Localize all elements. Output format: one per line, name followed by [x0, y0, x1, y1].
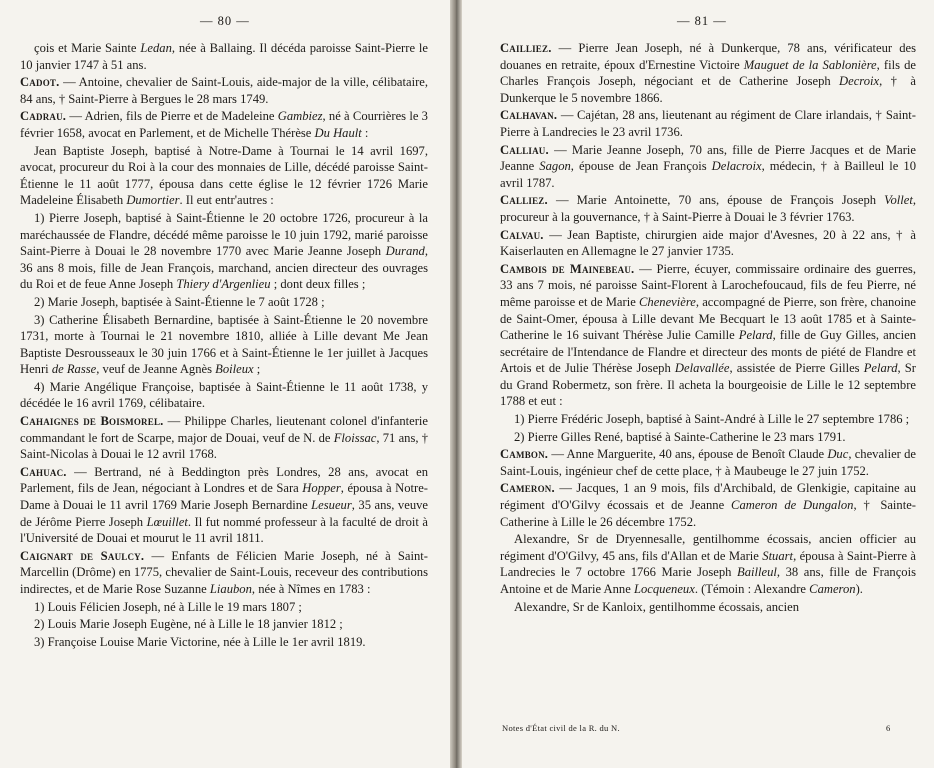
entry-text: , 38 ans, fille de François Antoine et de Marie Anne: [500, 565, 916, 596]
italic-name: Vollet: [884, 193, 913, 208]
entry-paragraph: [20, 413, 428, 463]
entry-text: — Adrien, fils de Pierre et de Madeleine: [66, 109, 278, 124]
entry-text: , médecin, † à Bailleul le 10 avril 1787.: [500, 159, 916, 190]
entry-paragraph: [500, 192, 916, 225]
italic-name: Bailleul: [737, 565, 777, 580]
entry-paragraph: [20, 294, 428, 311]
entry-paragraph: [20, 616, 428, 633]
italic-name: Sagon: [539, 159, 571, 174]
italic-name: Pelard: [738, 328, 773, 343]
entry-paragraph: [500, 227, 916, 260]
entry-paragraph: [20, 634, 428, 651]
entry-text: Jean Baptiste Joseph, baptisé à Notre-Dame à Tournai le 14 avril 1697, avocat, procureur du Roi à la cour des monnaies de Lille, décédé paroisse Saint-Étienne le 11 août 1777, épousa dans cette église le 12 février 1726 Marie Madeleine Élisabeth: [20, 143, 428, 208]
entry-surname: Cameron.: [500, 481, 555, 496]
entry-paragraph: [20, 599, 428, 616]
entry-text: 3) Catherine Élisabeth Bernardine, baptisée à Saint-Étienne le 20 novembre 1731, morte à Tournai le 21 novembre 1810, alliée à Lille devant Me Jean Baptiste Desrousseaux le 30 juin 1766 et à Saint-Étienne le 1er juillet à Jacques Henri: [20, 312, 428, 377]
entry-surname: Cambon.: [500, 447, 549, 462]
entry-text: , 71 ans, † Saint-Nicolas à Douai le 12 avril 1768.: [20, 430, 429, 462]
entry-text: — Marie Jeanne Joseph, 70 ans, fille de Pierre Jacques et de Marie Jeanne: [500, 142, 916, 174]
italic-name: Lœuillet: [146, 514, 188, 529]
italic-name: Thiery d'Argenlieu: [176, 277, 271, 292]
entry-text: , chevalier de Saint-Louis, ingénieur chef de cette place, † à Maubeuge le 27 juin 1752.: [500, 447, 916, 478]
entry-surname: Cadrau.: [20, 109, 67, 124]
entry-paragraph: [500, 142, 916, 192]
entry-text: 1) Louis Félicien Joseph, né à Lille le 19 mars 1807 ;: [34, 599, 302, 614]
entry-text: 2) Pierre Gilles René, baptisé à Sainte-Catherine le 23 mars 1791.: [514, 429, 846, 444]
italic-name: Stuart: [762, 548, 794, 563]
italic-name: Delavallée: [674, 361, 730, 376]
entry-text: , fille de Guy Gilles, ancien secrétaire de l'Intendance de Flandre et directeur des monts de piété de Flandre et Artois et de Julie Thérèse Joseph: [500, 328, 917, 376]
entry-text: 2) Marie Joseph, baptisée à Saint-Étienne le 7 août 1728 ;: [34, 294, 325, 309]
entry-paragraph: [20, 548, 428, 598]
entry-text: . Il eut entr'autres :: [179, 193, 274, 208]
entry-text: , † à Dunkerque le 5 novembre 1866.: [500, 74, 916, 105]
entry-text: , épousa à Notre-Dame à Douai le 11 avril 1769 Marie Joseph Bernardine: [20, 481, 428, 513]
entry-paragraph: [500, 429, 916, 446]
entry-text: . (Témoin : Alexandre: [694, 582, 810, 596]
left-page-text: [20, 40, 428, 651]
entry-text: 1) Pierre Frédéric Joseph, baptisé à Saint-André à Lille le 27 septembre 1786 ;: [514, 412, 910, 427]
entry-paragraph: [20, 464, 428, 547]
entry-text: — Enfants de Félicien Marie Joseph, né à Saint-Marcellin (Drôme) en 1775, chevalier de Saint-Louis, receveur des contributions indirectes, et de Marie Rose Suzanne: [20, 548, 428, 596]
entry-paragraph: [500, 411, 916, 428]
right-page-text: [500, 40, 916, 616]
entry-paragraph: [500, 40, 916, 106]
entry-text: , accompagné de Pierre, son frère, chanoine de Saint-Omer, épousa à Lille devant Me Becquart le 13 août 1785 et à Sainte-Catherine le 16 suivant Thérèse Julie Camille: [500, 294, 917, 343]
entry-text: — Cajétan, 28 ans, lieutenant au régiment de Clare irlandais, † Saint-Pierre à Landrecies le 23 avril 1736.: [500, 108, 916, 139]
italic-name: Cameron de Dungalon: [731, 498, 854, 513]
entry-text: — Bertrand, né à Beddington près Londres, 28 ans, avocat en Parlement, fils de Jean, négociant à Londres et de Sara: [20, 464, 428, 496]
book-gutter: [450, 0, 462, 768]
italic-name: Boileux: [215, 362, 254, 377]
entry-text: — Jacques, 1 an 9 mois, fils d'Archibald, de Glenkigie, capitaine au régiment d'O'Gilvy écossais et de Jeanne: [500, 481, 916, 513]
entry-paragraph: [20, 40, 428, 73]
entry-text: 2) Louis Marie Joseph Eugène, né à Lille le 18 janvier 1812 ;: [34, 617, 343, 632]
italic-name: Chenevière: [639, 294, 696, 309]
entry-surname: Calhavan.: [500, 108, 558, 123]
entry-text: ; dont deux filles ;: [270, 277, 366, 292]
entry-text: . Il fut nommé professeur à la faculté de droit à l'Université de Douai et mourut le 11 avril 1811.: [20, 514, 428, 546]
entry-text: — Jean Baptiste, chirurgien aide major d'Avesnes, 20 à 22 ans, † à Kaiserlauten en Allemagne le 27 janvier 1735.: [500, 227, 916, 259]
italic-name: Liaubon: [209, 582, 252, 596]
entry-text: , 35 ans, veuve de Jérôme Pierre Joseph: [20, 498, 428, 529]
italic-name: Durand: [385, 244, 425, 259]
italic-name: Hopper: [302, 481, 341, 496]
entry-text: , procureur à la gouvernance, † à Saint-Pierre à Douai le 3 février 1763.: [500, 193, 916, 224]
entry-surname: Cahuac.: [20, 464, 67, 479]
right-page: [462, 0, 934, 768]
entry-text: — Philippe Charles, lieutenant colonel d'infanterie commandant le fort de Scarpe, major de Douai, veuf de N. de: [20, 414, 428, 445]
left-page: [0, 0, 450, 768]
entry-paragraph: [500, 107, 916, 140]
italic-name: Decroix: [839, 74, 880, 89]
entry-text: 1) Pierre Joseph, baptisé à Saint-Étienne le 20 octobre 1726, procureur à la maréchaussée de Flandre, décédé même paroisse le 10 juin 1792, marié paroisse Saint-Pierre à Douai le 28 novembre 1770 avec Marie Jeanne Joseph: [20, 210, 428, 259]
italic-name: Delacroix: [711, 159, 762, 174]
entry-paragraph: [20, 143, 428, 209]
entry-text: — Antoine, chevalier de Saint-Louis, aide-major de la ville, célibataire, 84 ans, † Saint-Pierre à Bergues le 28 mars 1749.: [20, 75, 428, 106]
italic-name: Floissac: [333, 430, 377, 445]
footer-note: Notes d'État civil de la R. du N.: [502, 723, 620, 733]
entry-text: Alexandre, Sr de Kanloix, gentilhomme écossais, ancien: [514, 599, 800, 614]
entry-text: — Marie Antoinette, 70 ans, épouse de François Joseph: [547, 193, 885, 208]
entry-text: — Anne Marguerite, 40 ans, épouse de Benoît Claude: [548, 447, 828, 462]
entry-text: , épouse de Jean François: [570, 159, 712, 174]
entry-surname: Calvau.: [500, 227, 544, 242]
entry-paragraph: [500, 261, 916, 410]
entry-text: , épousa à Saint-Pierre à Landrecies le 7 octobre 1766 Marie Joseph: [500, 548, 916, 580]
italic-name: Dumortier: [126, 193, 180, 208]
entry-text: , assistée de Pierre Gilles: [729, 361, 864, 376]
entry-paragraph: [500, 446, 916, 479]
italic-name: Pelard: [863, 361, 898, 376]
entry-paragraph: [20, 210, 428, 293]
entry-text: 3) Françoise Louise Marie Victorine, née à Lille le 1er avril 1819.: [34, 634, 366, 649]
entry-text: Alexandre, Sr de Dryennesalle, gentilhomme écossais, ancien officier au régiment d'O'Gilvy, 45 ans, fils d'Allan et de Marie: [500, 532, 916, 563]
entry-text: 4) Marie Angélique Françoise, baptisée à Saint-Étienne le 11 août 1738, y décédée le 16 avril 1769, célibataire.: [20, 379, 428, 411]
italic-name: Cameron: [809, 582, 856, 596]
italic-name: Mauguet de la Sablonière: [743, 57, 877, 72]
entry-text: ).: [855, 582, 863, 596]
italic-name: de Rasse: [51, 362, 97, 377]
entry-text: , 36 ans 8 mois, fille de Jean François, marchand, ancien directeur des ouvrages du Roi et de feue Anne Joseph: [20, 244, 428, 292]
entry-text: — Pierre Jean Joseph, né à Dunkerque, 78 ans, vérificateur des douanes en retraite, époux d'Ernestine Victoire: [500, 41, 916, 72]
entry-paragraph: [20, 379, 428, 412]
left-page-number: — 80 —: [200, 14, 250, 28]
entry-surname: Cailliez.: [500, 41, 552, 55]
entry-paragraph: [500, 599, 916, 616]
italic-name: Lesueur: [311, 498, 352, 513]
entry-text: , † Sainte-Catherine à Lille le 26 décembre 1752.: [500, 498, 916, 529]
entry-paragraph: [20, 312, 428, 378]
entry-text: , née à Nîmes en 1783 :: [251, 582, 371, 596]
italic-name: Locqueneux: [633, 582, 695, 596]
entry-text: , Sr du Grand Robermetz, son frère. Il acheta la bourgeoisie de Lille le 12 septembre 1788 et eut :: [500, 361, 916, 409]
entry-text: ;: [253, 362, 261, 377]
entry-surname: Caignart de Saulcy.: [20, 548, 145, 563]
right-page-number: — 81 —: [677, 14, 727, 28]
entry-text: , veuf de Jeanne Agnès: [96, 362, 216, 377]
entry-paragraph: [20, 74, 428, 107]
entry-text: , fils de Charles François Joseph, négociant et de Catherine Joseph: [500, 57, 916, 89]
entry-surname: Calliez.: [500, 193, 548, 208]
italic-name: Duc: [827, 447, 849, 462]
entry-paragraph: [20, 108, 428, 141]
entry-surname: Calliau.: [500, 142, 549, 157]
entry-paragraph: [500, 531, 916, 597]
italic-name: Gambiez: [277, 109, 323, 124]
entry-text: , né à Courrières le 3 février 1658, avocat en Parlement, et de Michelle Thérèse: [20, 109, 428, 140]
footer-signature: 6: [886, 723, 891, 733]
italic-name: Du Hault: [314, 125, 362, 140]
entry-text: :: [361, 125, 369, 140]
entry-surname: Cadot.: [20, 75, 60, 90]
entry-paragraph: [500, 480, 916, 530]
italic-name: Ledan: [140, 41, 172, 55]
entry-text: , née à Ballaing. Il décéda paroisse Saint-Pierre le 10 janvier 1747 à 51 ans.: [20, 41, 428, 72]
entry-text: — Pierre, écuyer, commissaire ordinaire des guerres, 33 ans 7 mois, né paroisse Saint-Florent à Larochefoucaud, fils de feu Pierre, né même paroisse et de Marie: [500, 261, 916, 309]
entry-surname: Cahaignes de Boismorel.: [20, 414, 164, 429]
entry-surname: Cambois de Mainebeau.: [500, 261, 635, 276]
entry-text: çois et Marie Sainte: [34, 41, 141, 55]
